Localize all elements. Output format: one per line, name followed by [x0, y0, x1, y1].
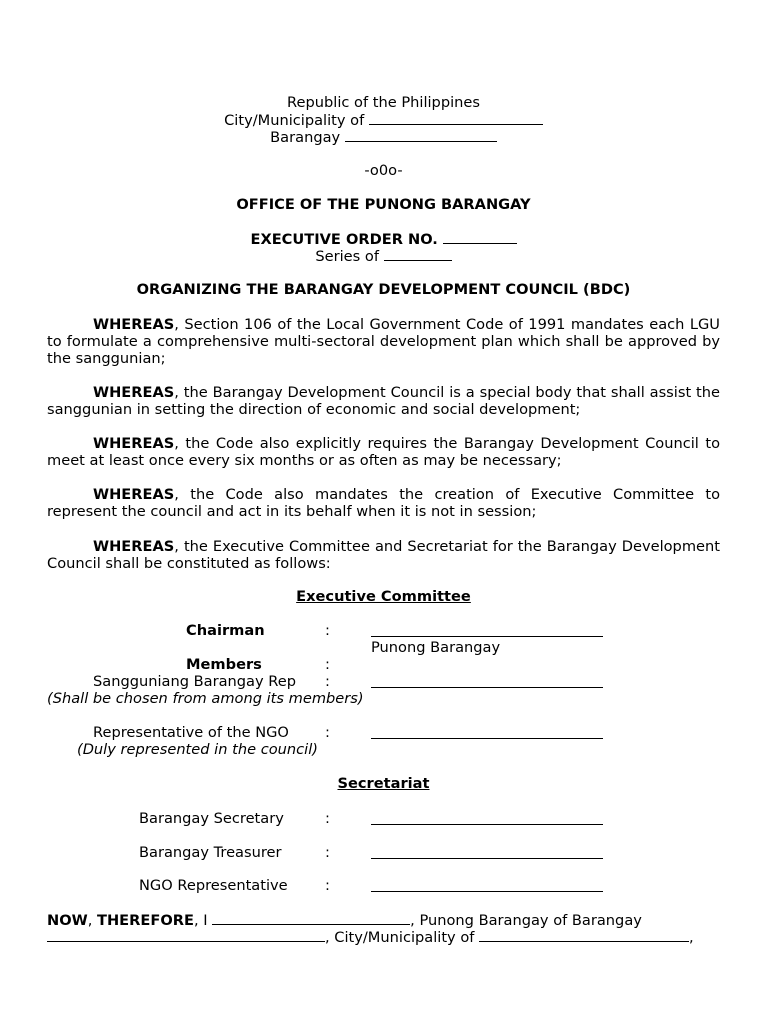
- members-colon: :: [325, 656, 330, 673]
- ngo-secretariat-blank: [371, 891, 603, 892]
- treasurer-blank: [371, 858, 603, 859]
- separator: -o0o-: [364, 162, 403, 179]
- closing-barangay-blank: [47, 928, 325, 942]
- ngo-rep-label: Representative of the NGO: [93, 724, 289, 741]
- sb-rep-note: (Shall be chosen from among its members): [47, 690, 364, 707]
- eo-number-line: EXECUTIVE ORDER NO.: [47, 230, 720, 248]
- whereas-clause-2: WHEREAS, the Barangay Development Council is a special body that shall assist the sanggunian in setting the direction of economic and social development;: [47, 384, 720, 418]
- whereas-clause-4: WHEREAS, the Code also mandates the creation of Executive Committee to represent the council and act in its behalf when it is not in session;: [47, 486, 720, 520]
- eo-number-blank: [443, 230, 517, 244]
- secretariat-heading: Secretariat: [337, 775, 430, 792]
- republic-line: Republic of the Philippines: [287, 94, 480, 111]
- closing-city-blank: [479, 928, 689, 942]
- treasurer-colon: :: [325, 844, 330, 861]
- executive-committee-heading: Executive Committee: [296, 588, 471, 605]
- treasurer-label: Barangay Treasurer: [139, 844, 282, 861]
- chairman-label: Chairman: [186, 622, 265, 639]
- closing-line-1: NOW, THEREFORE, I , Punong Barangay of Barangay: [47, 912, 642, 929]
- punong-barangay-name-blank: [212, 911, 410, 925]
- ngo-rep-note: (Duly represented in the council): [77, 741, 318, 758]
- document-title: ORGANIZING THE BARANGAY DEVELOPMENT COUNCIL (BDC): [136, 281, 631, 298]
- ngo-secretariat-label: NGO Representative: [139, 877, 288, 894]
- ngo-secretariat-colon: :: [325, 877, 330, 894]
- office-heading: OFFICE OF THE PUNONG BARANGAY: [236, 196, 531, 213]
- secretary-colon: :: [325, 810, 330, 827]
- whereas-clause-3: WHEREAS, the Code also explicitly requires the Barangay Development Council to meet at least once every six months or as often as may be necessary;: [47, 435, 720, 469]
- sb-rep-blank: [371, 687, 603, 688]
- whereas-clause-5: WHEREAS, the Executive Committee and Secretariat for the Barangay Development Council shall be constituted as follows:: [47, 538, 720, 572]
- ngo-rep-colon: :: [325, 724, 330, 741]
- secretary-label: Barangay Secretary: [139, 810, 284, 827]
- city-blank: [369, 111, 543, 125]
- chairman-colon: :: [325, 622, 330, 639]
- sb-rep-colon: :: [325, 673, 330, 690]
- city-line: City/Municipality of: [47, 111, 720, 129]
- chairman-blank: [371, 636, 603, 637]
- chairman-caption: Punong Barangay: [371, 639, 501, 656]
- barangay-blank: [345, 128, 497, 142]
- barangay-line: Barangay: [47, 128, 720, 146]
- ngo-rep-blank: [371, 738, 603, 739]
- whereas-clause-1: WHEREAS, Section 106 of the Local Government Code of 1991 mandates each LGU to formulate a comprehensive multi-sectoral development plan which shall be approved by the sanggunian;: [47, 316, 720, 367]
- sb-rep-label: Sangguniang Barangay Rep: [93, 673, 296, 690]
- members-label: Members: [186, 656, 262, 673]
- series-blank: [384, 247, 452, 261]
- series-line: Series of: [47, 247, 720, 265]
- closing-line-2: , City/Municipality of ,: [47, 928, 694, 946]
- secretary-blank: [371, 824, 603, 825]
